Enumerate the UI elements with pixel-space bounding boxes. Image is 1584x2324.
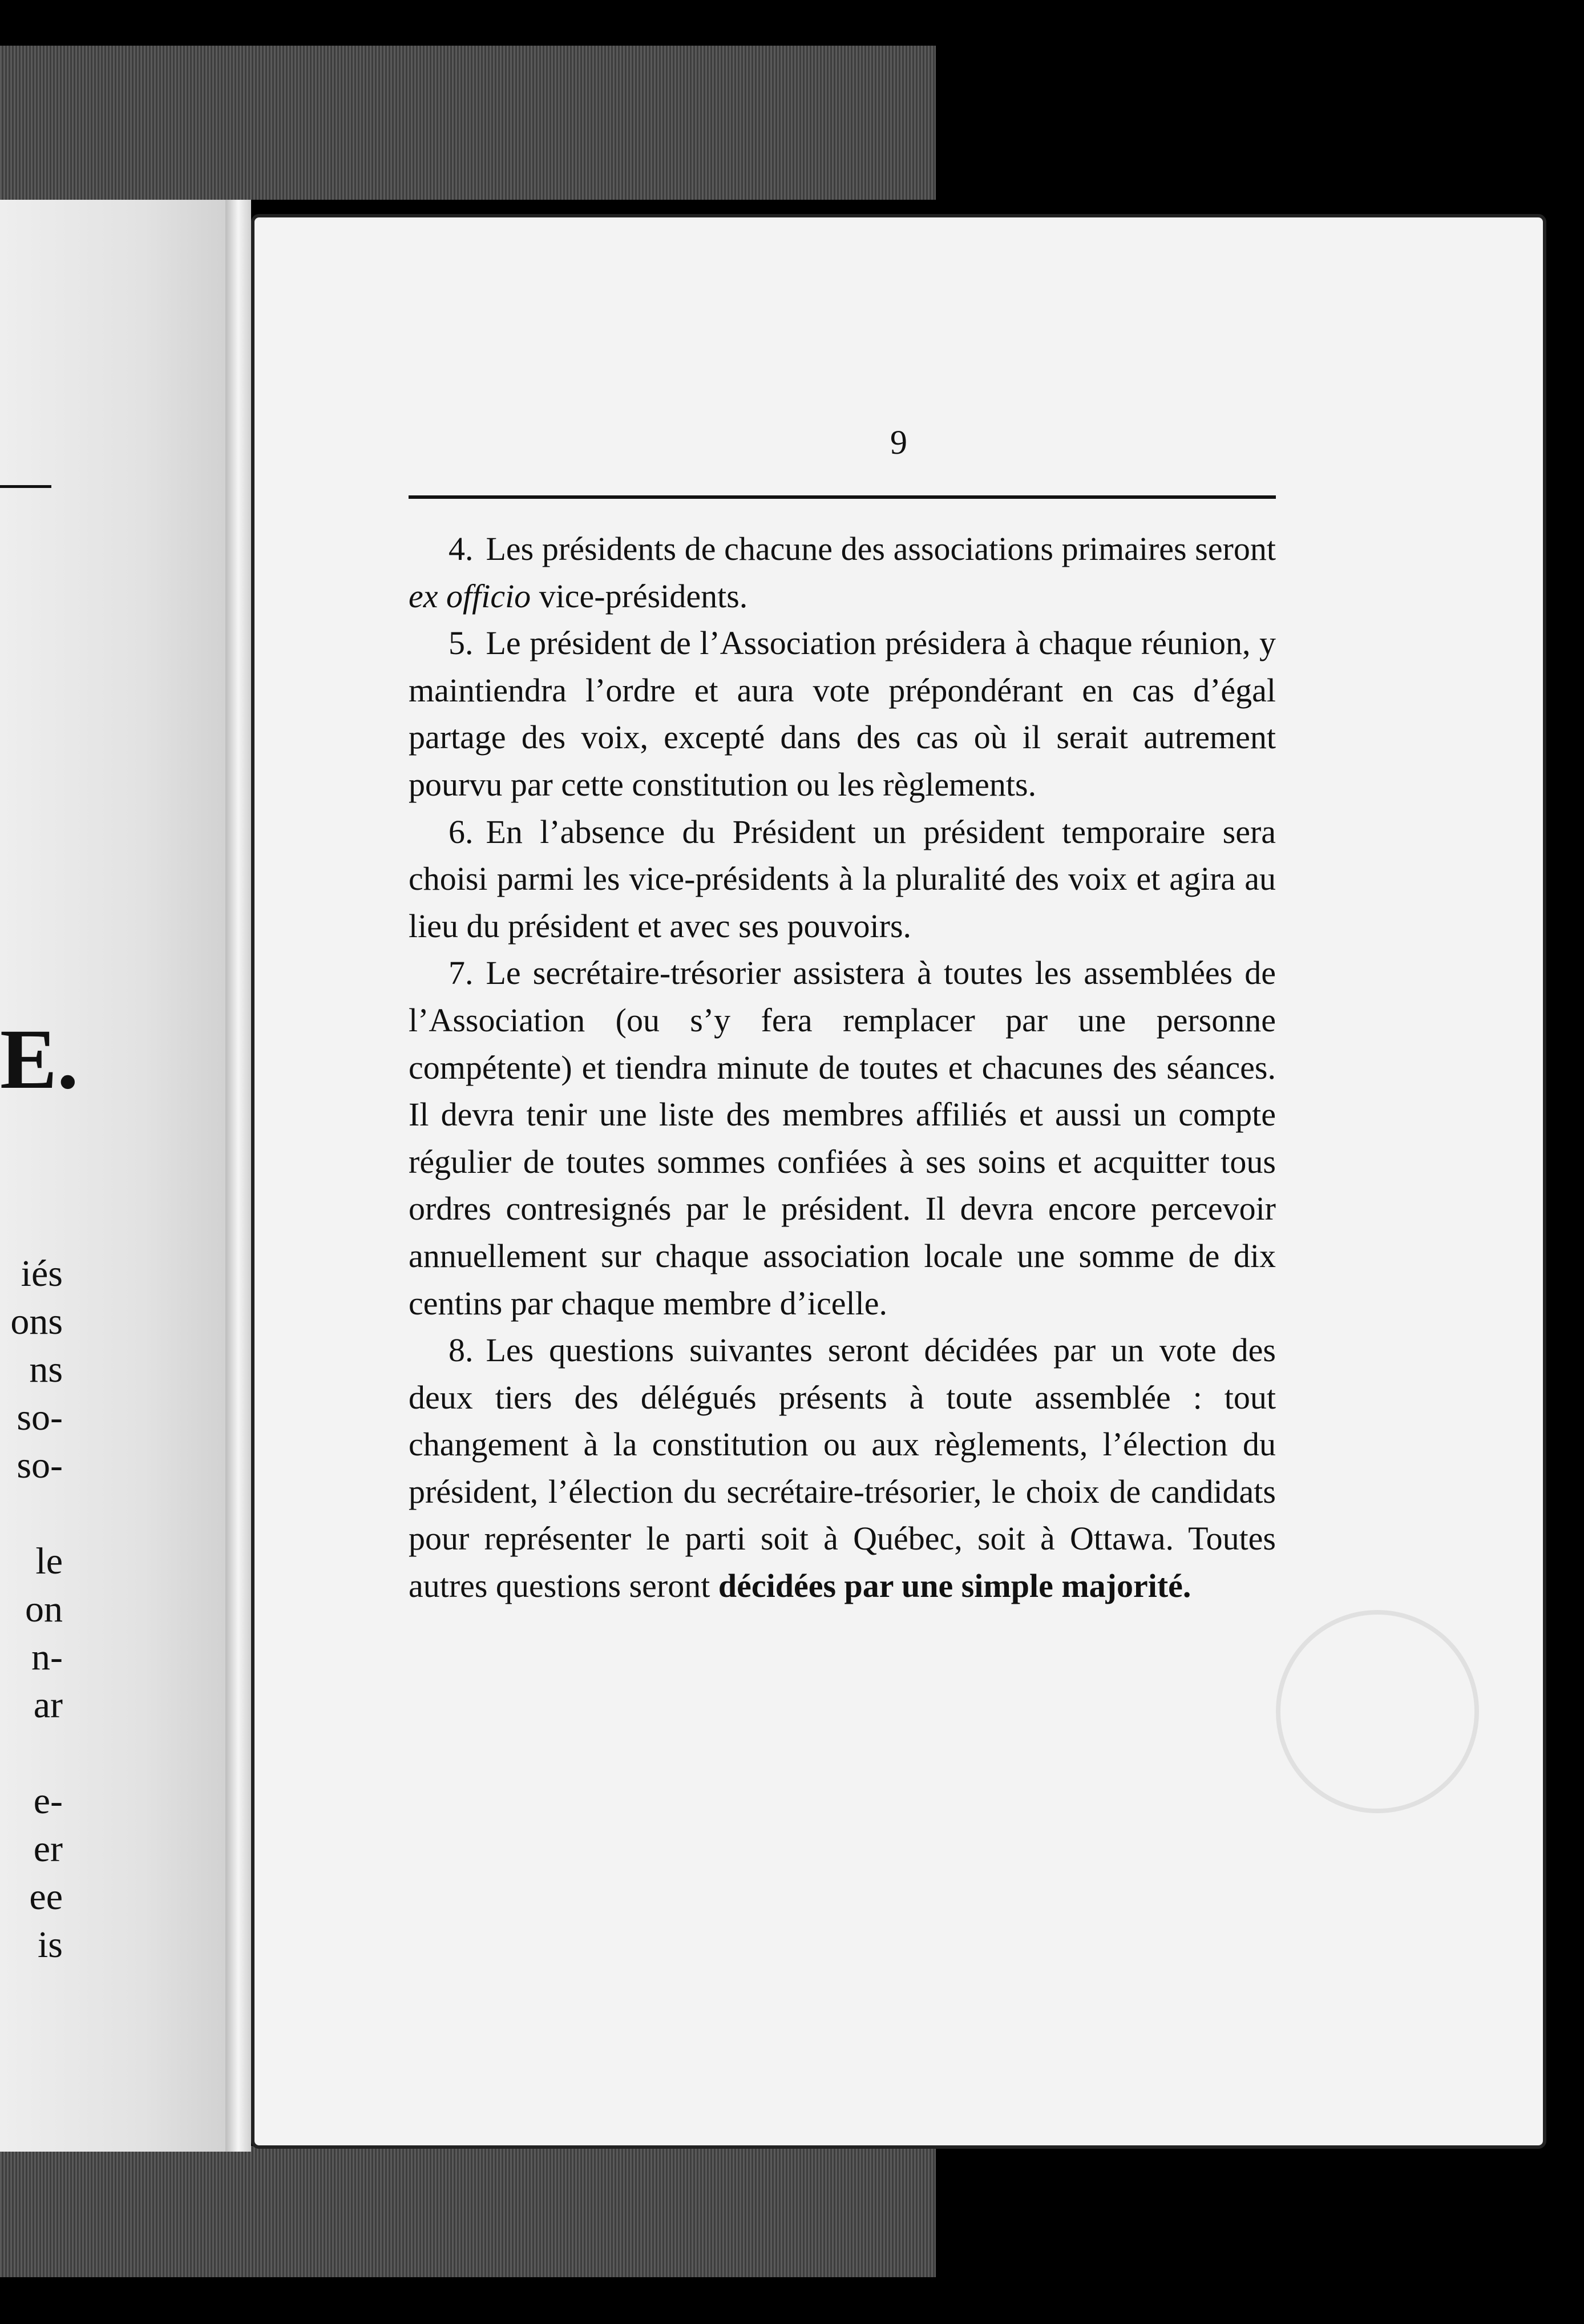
left-fragment: so- — [17, 1445, 63, 1486]
article-number: 7. — [448, 954, 474, 992]
left-page-rule — [0, 485, 51, 488]
article-7 — [409, 950, 1276, 1327]
left-fragment: n- — [31, 1636, 63, 1678]
article-text-bold: décidées par une simple majorité. — [718, 1567, 1191, 1605]
left-fragment: ar — [33, 1684, 63, 1726]
article-8 — [409, 1327, 1276, 1610]
article-text: Le président de l’Association présidera à chaque réunion, y maintiendra l’ordre et aura vote prépondérant en cas d’égal partage des voix, excepté dans des cas où il serait autrement pourvu par cette constitution ou les règlements. — [409, 624, 1276, 803]
book-cover-top — [0, 46, 936, 200]
left-fragment: ons — [10, 1301, 63, 1342]
left-page-text-fragments — [0, 1250, 63, 1969]
left-fragment: iés — [21, 1253, 63, 1294]
book-spine — [225, 200, 251, 2152]
left-fragment: is — [37, 1924, 63, 1966]
article-number: 5. — [448, 624, 474, 662]
left-fragment: er — [33, 1828, 63, 1870]
article-text: Les questions suivantes seront décidées par un vote des deux tiers des délégués présents à toute assemblée : tout changement à la constitution ou aux règlements, l’élection du président, l’élection du secrétaire-trésorier, le choix de candidats pour représenter le parti soit à Québec, soit à Ottawa. Toutes autres questions seront — [409, 1332, 1276, 1605]
left-page-heading-fragment: E. — [0, 1012, 79, 1107]
left-fragment: so- — [17, 1397, 63, 1438]
article-6 — [409, 809, 1276, 950]
left-page — [0, 200, 240, 2152]
left-fragment: e- — [33, 1780, 63, 1822]
article-number: 4. — [448, 530, 474, 567]
left-fragment: ee — [29, 1876, 63, 1918]
article-italic: ex officio — [409, 577, 531, 615]
right-page — [251, 214, 1546, 2149]
left-fragment — [0, 1490, 63, 1538]
article-number: 6. — [448, 813, 474, 850]
page-number: 9 — [890, 423, 907, 461]
left-fragment: le — [35, 1540, 63, 1582]
article-text: Les présidents de chacune des associations primaires seront — [486, 530, 1276, 567]
article-number: 8. — [448, 1332, 474, 1369]
faded-stamp — [1276, 1610, 1479, 1813]
article-text: En l’absence du Président un président temporaire sera choisi parmi les vice-présidents à la pluralité des voix et agira au lieu du président et avec ses pouvoirs. — [409, 813, 1276, 945]
book-cover-bottom — [0, 2146, 936, 2277]
left-fragment: on — [25, 1588, 63, 1630]
page-body — [409, 526, 1276, 1610]
left-fragment — [0, 1729, 63, 1777]
left-fragment: ns — [29, 1349, 63, 1390]
article-5 — [409, 620, 1276, 808]
article-4 — [409, 526, 1276, 620]
article-text: Le secrétaire-trésorier assistera à toutes les assemblées de l’Association (ou s’y fera remplacer par une personne compétente) et tiendra minute de toutes et chacunes des séances. Il devra tenir une liste des membres affiliés et aussi un compte régulier de toutes sommes confiées à ses soins et acquitter tous ordres contresignés par le président. Il devra encore percevoir annuellement sur chaque association locale une somme de dix centins par chaque membre d’icelle. — [409, 954, 1276, 1322]
header-rule — [409, 495, 1276, 499]
article-text: vice-présidents. — [531, 577, 748, 615]
